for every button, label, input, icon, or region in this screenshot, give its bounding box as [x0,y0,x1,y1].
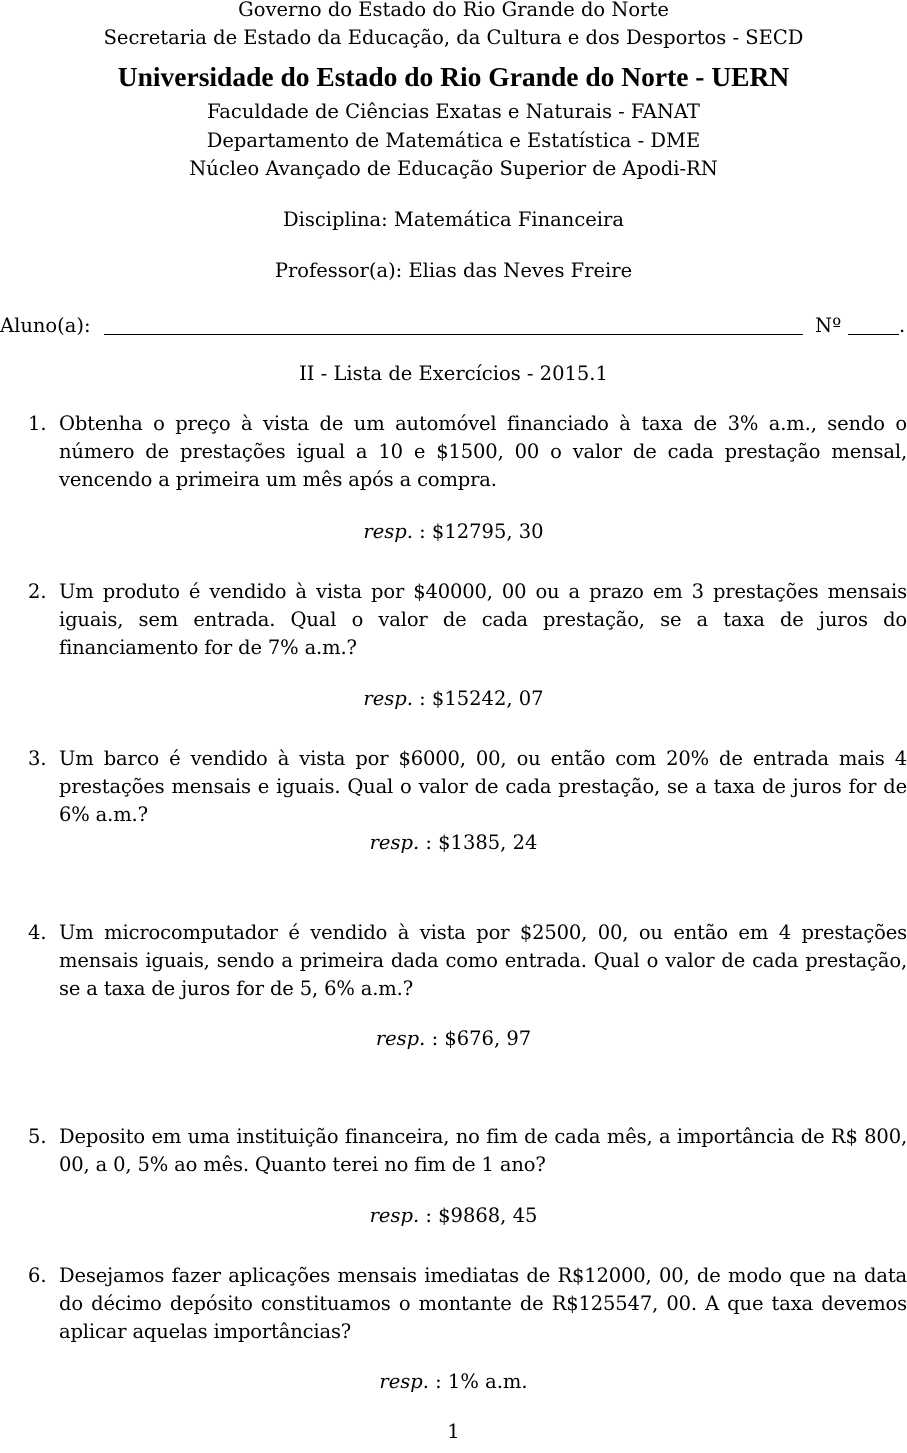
exercise-answer [0,1202,907,1230]
list-title: II - Lista de Exercícios - 2015.1 [299,362,608,385]
exercise-answer [0,685,907,713]
student-number-blank [848,333,899,335]
answer-value: : $15242, 07 [412,687,544,710]
campus-line: Núcleo Avançado de Educação Superior de Apodi-RN [189,157,718,180]
page-number: 1 [447,1420,460,1443]
student-name-blank [104,333,803,335]
faculty-line: Faculdade de Ciências Exatas e Naturais - FANAT [207,100,700,123]
exercise-text: Desejamos fazer aplicações mensais imediatas de R$12000, 00, de modo que na data do décimo depósito constituamos o montante de R$125547, 00. A que taxa devemos aplicar aquelas importâncias? [59,1264,907,1343]
answer-label: resp. [363,520,413,543]
answer-label: resp. [369,1204,420,1227]
exercise-number: 1. [28,412,47,435]
answer-value: : $676, 97 [425,1027,532,1050]
answer-label: resp. [375,1027,426,1050]
exercise-text: Um produto é vendido à vista por $40000, 00 ou a prazo em 3 prestações mensais iguais, sem entrada. Qual o valor de cada prestação, se a taxa de juros do financiamento for de 7% a.m.? [59,580,907,659]
student-number-end: . [899,314,906,337]
answer-label: resp. [363,687,413,710]
student-name-label: Aluno(a): [0,314,91,337]
university-title: Universidade do Estado do Rio Grande do Norte - UERN [117,61,790,92]
department-line: Departamento de Matemática e Estatística - DME [206,129,701,152]
answer-value: : $9868, 45 [419,1204,538,1227]
exercise-number: 3. [28,747,47,770]
exercise-number: 2. [28,580,47,603]
exercise-text: Um barco é vendido à vista por $6000, 00, ou então com 20% de entrada mais 4 prestações mensais e iguais. Qual o valor de cada prestação, se a taxa de juros for de 6% a.m.? [59,747,907,826]
answer-value: : 1% a.m. [428,1370,528,1393]
government-line: Governo do Estado do Rio Grande do Norte [238,0,669,21]
secretariat-line: Secretaria de Estado da Educação, da Cultura e dos Desportos - SECD [103,26,804,49]
exercise-text: Deposito em uma instituição financeira, no fim de cada mês, a importância de R$ 800, 00, a 0, 5% ao mês. Quanto terei no fim de 1 ano? [59,1125,907,1176]
student-number-label: Nº [815,314,842,337]
discipline-line: Disciplina: Matemática Financeira [282,208,624,231]
answer-value: : $1385, 24 [419,831,538,854]
exercise-number: 5. [28,1125,47,1148]
exercise-answer [0,1368,907,1396]
student-row [0,312,907,340]
exercise-text: Obtenha o preço à vista de um automóvel financiado à taxa de 3% a.m., sendo o número de prestações igual a 10 e $1500, 00 o valor de cada prestação mensal, vencendo a primeira um mês após a compra. [59,412,907,491]
exercise-answer [0,1025,907,1053]
exercise-number: 6. [28,1264,47,1287]
exercise-text: Um microcomputador é vendido à vista por $2500, 00, ou então em 4 prestações mensais iguais, sendo a primeira dada como entrada. Qual o valor de cada prestação, se a taxa de juros for de 5, 6% a.m.? [59,921,907,1000]
answer-label: resp. [379,1370,429,1393]
exercise-number: 4. [28,921,47,944]
exercise-answer [0,829,907,857]
exercise-answer [0,518,907,546]
professor-line: Professor(a): Elias das Neves Freire [274,259,633,282]
answer-label: resp. [369,831,420,854]
answer-value: : $12795, 30 [412,520,544,543]
